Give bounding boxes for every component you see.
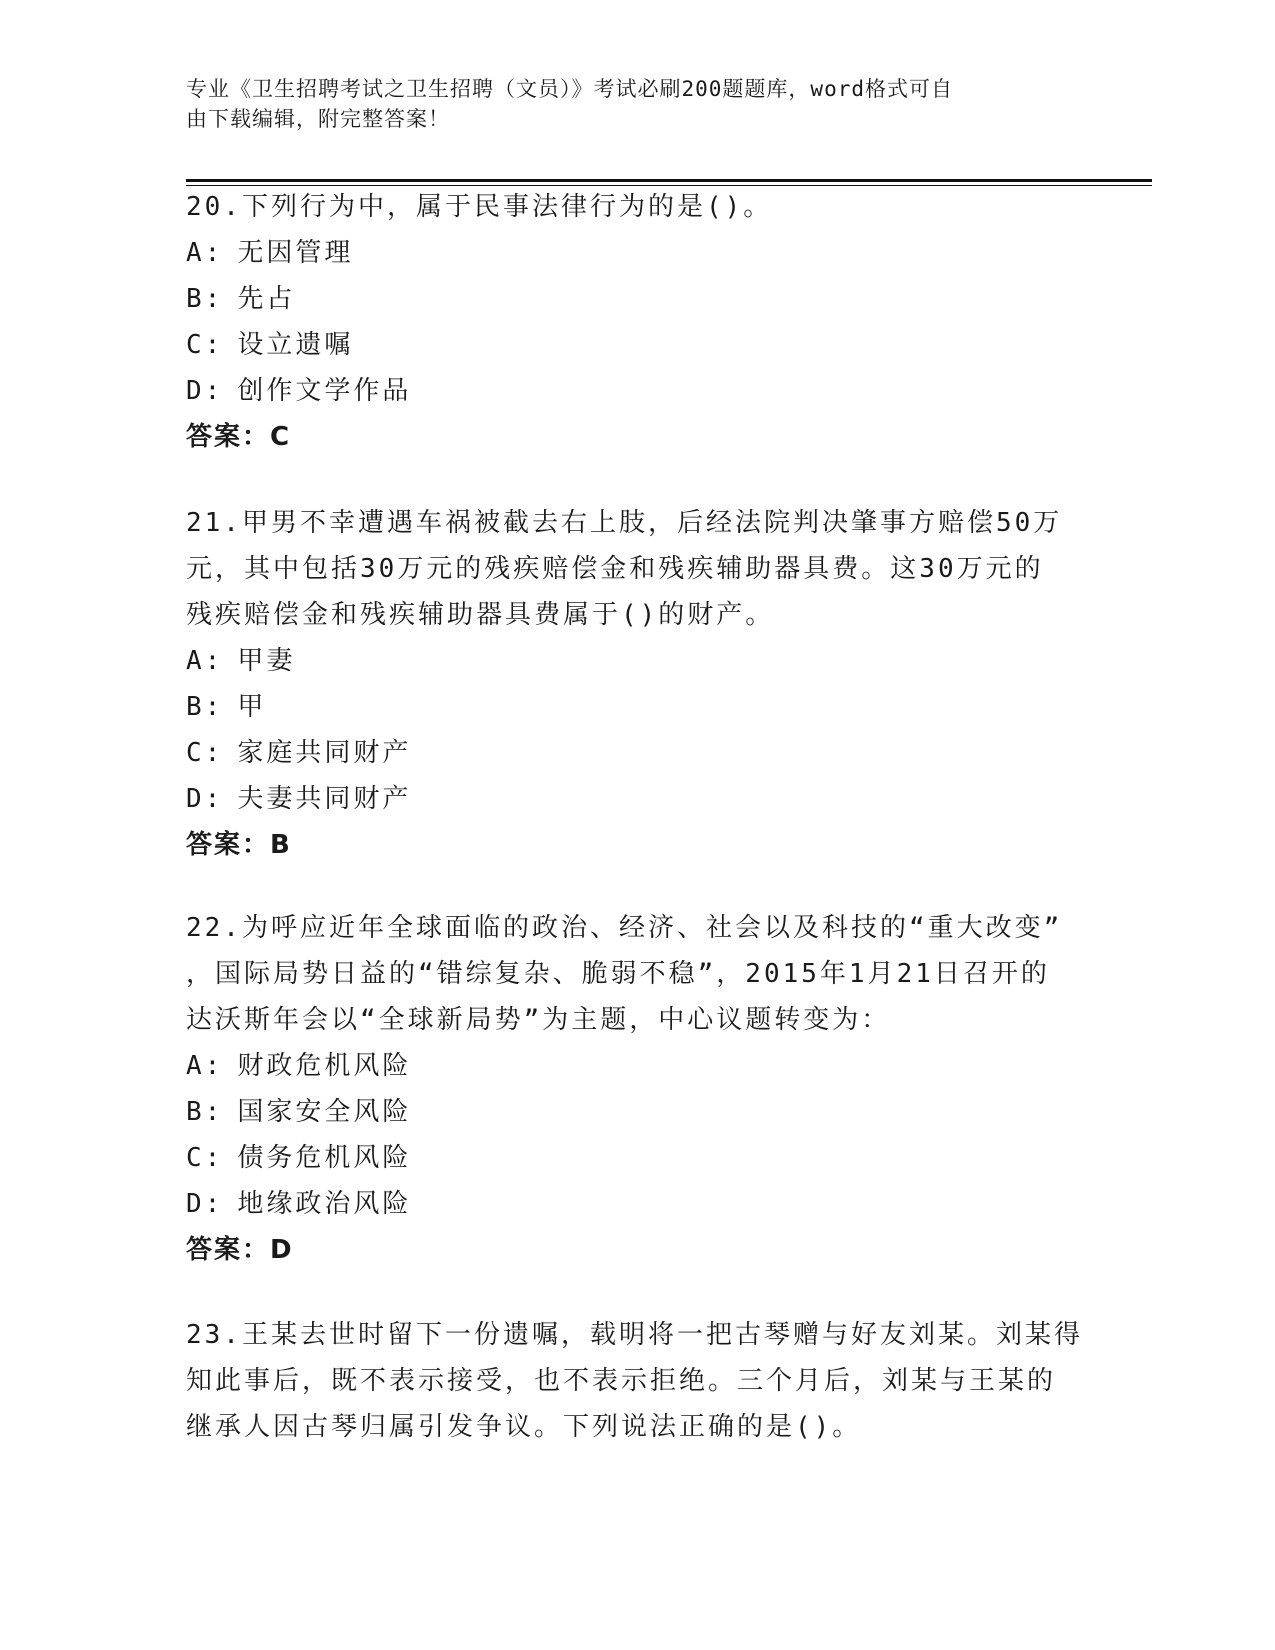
question-22 bbox=[186, 905, 1086, 1273]
option-text: 甲 bbox=[237, 692, 267, 722]
question-stem-line: 22.为呼应近年全球面临的政治、经济、社会以及科技的“重大改变” bbox=[186, 913, 1063, 943]
header-line-1: 专业《卫生招聘考试之卫生招聘（文员）》考试必刷200题题库，word格式可自 bbox=[186, 77, 953, 101]
option-letter: C: bbox=[186, 330, 224, 360]
option-d bbox=[186, 776, 1086, 822]
option-text: 设立遗嘱 bbox=[237, 330, 354, 360]
question-21 bbox=[186, 500, 1086, 868]
option-a bbox=[186, 230, 1086, 276]
option-letter: B: bbox=[186, 284, 224, 314]
question-stem-line: 21.甲男不幸遭遇车祸被截去右上肢，后经法院判决肇事方赔偿50万 bbox=[186, 508, 1063, 538]
option-a bbox=[186, 638, 1086, 684]
option-text: 家庭共同财产 bbox=[237, 738, 412, 768]
question-stem-line: 20.下列行为中，属于民事法律行为的是()。 bbox=[186, 192, 773, 222]
answer-line: 答案：C bbox=[186, 422, 292, 452]
option-letter: A: bbox=[186, 646, 224, 676]
option-letter: D: bbox=[186, 784, 224, 814]
option-text: 夫妻共同财产 bbox=[237, 784, 412, 814]
option-letter: A: bbox=[186, 238, 224, 268]
option-text: 先占 bbox=[237, 284, 296, 314]
answer-line: 答案：D bbox=[186, 1235, 294, 1265]
question-stem-line: 残疾赔偿金和残疾辅助器具费属于()的财产。 bbox=[186, 600, 775, 630]
option-d bbox=[186, 1181, 1086, 1227]
header-line-2: 由下载编辑，附完整答案！ bbox=[186, 107, 450, 131]
option-text: 地缘政治风险 bbox=[237, 1189, 412, 1219]
option-text: 财政危机风险 bbox=[237, 1051, 412, 1081]
option-c bbox=[186, 1135, 1086, 1181]
option-letter: D: bbox=[186, 376, 224, 406]
document-header bbox=[186, 74, 1086, 134]
option-letter: C: bbox=[186, 738, 224, 768]
option-letter: B: bbox=[186, 1097, 224, 1127]
option-letter: C: bbox=[186, 1143, 224, 1173]
option-d bbox=[186, 368, 1086, 414]
option-text: 国家安全风险 bbox=[237, 1097, 412, 1127]
question-stem-line: 元，其中包括30万元的残疾赔偿金和残疾辅助器具费。这30万元的 bbox=[186, 554, 1044, 584]
question-stem-line: 知此事后，既不表示接受，也不表示拒绝。三个月后，刘某与王某的 bbox=[186, 1366, 1057, 1396]
option-b bbox=[186, 684, 1086, 730]
option-text: 无因管理 bbox=[237, 238, 354, 268]
question-stem-line: ，国际局势日益的“错综复杂、脆弱不稳”，2015年1月21日召开的 bbox=[186, 959, 1050, 989]
question-stem-line: 继承人因古琴归属引发争议。下列说法正确的是()。 bbox=[186, 1412, 862, 1442]
option-c bbox=[186, 730, 1086, 776]
header-divider-thick bbox=[186, 179, 1152, 182]
option-letter: B: bbox=[186, 692, 224, 722]
option-letter: A: bbox=[186, 1051, 224, 1081]
question-stem-line: 达沃斯年会以“全球新局势”为主题，中心议题转变为： bbox=[186, 1005, 891, 1035]
option-text: 甲妻 bbox=[237, 646, 296, 676]
option-b bbox=[186, 276, 1086, 322]
question-stem-line: 23.王某去世时留下一份遗嘱，载明将一把古琴赠与好友刘某。刘某得 bbox=[186, 1320, 1083, 1350]
answer-line: 答案：B bbox=[186, 830, 292, 860]
option-a bbox=[186, 1043, 1086, 1089]
option-text: 债务危机风险 bbox=[237, 1143, 412, 1173]
option-letter: D: bbox=[186, 1189, 224, 1219]
question-20 bbox=[186, 184, 1086, 460]
question-23 bbox=[186, 1312, 1086, 1450]
option-text: 创作文学作品 bbox=[237, 376, 412, 406]
option-b bbox=[186, 1089, 1086, 1135]
option-c bbox=[186, 322, 1086, 368]
